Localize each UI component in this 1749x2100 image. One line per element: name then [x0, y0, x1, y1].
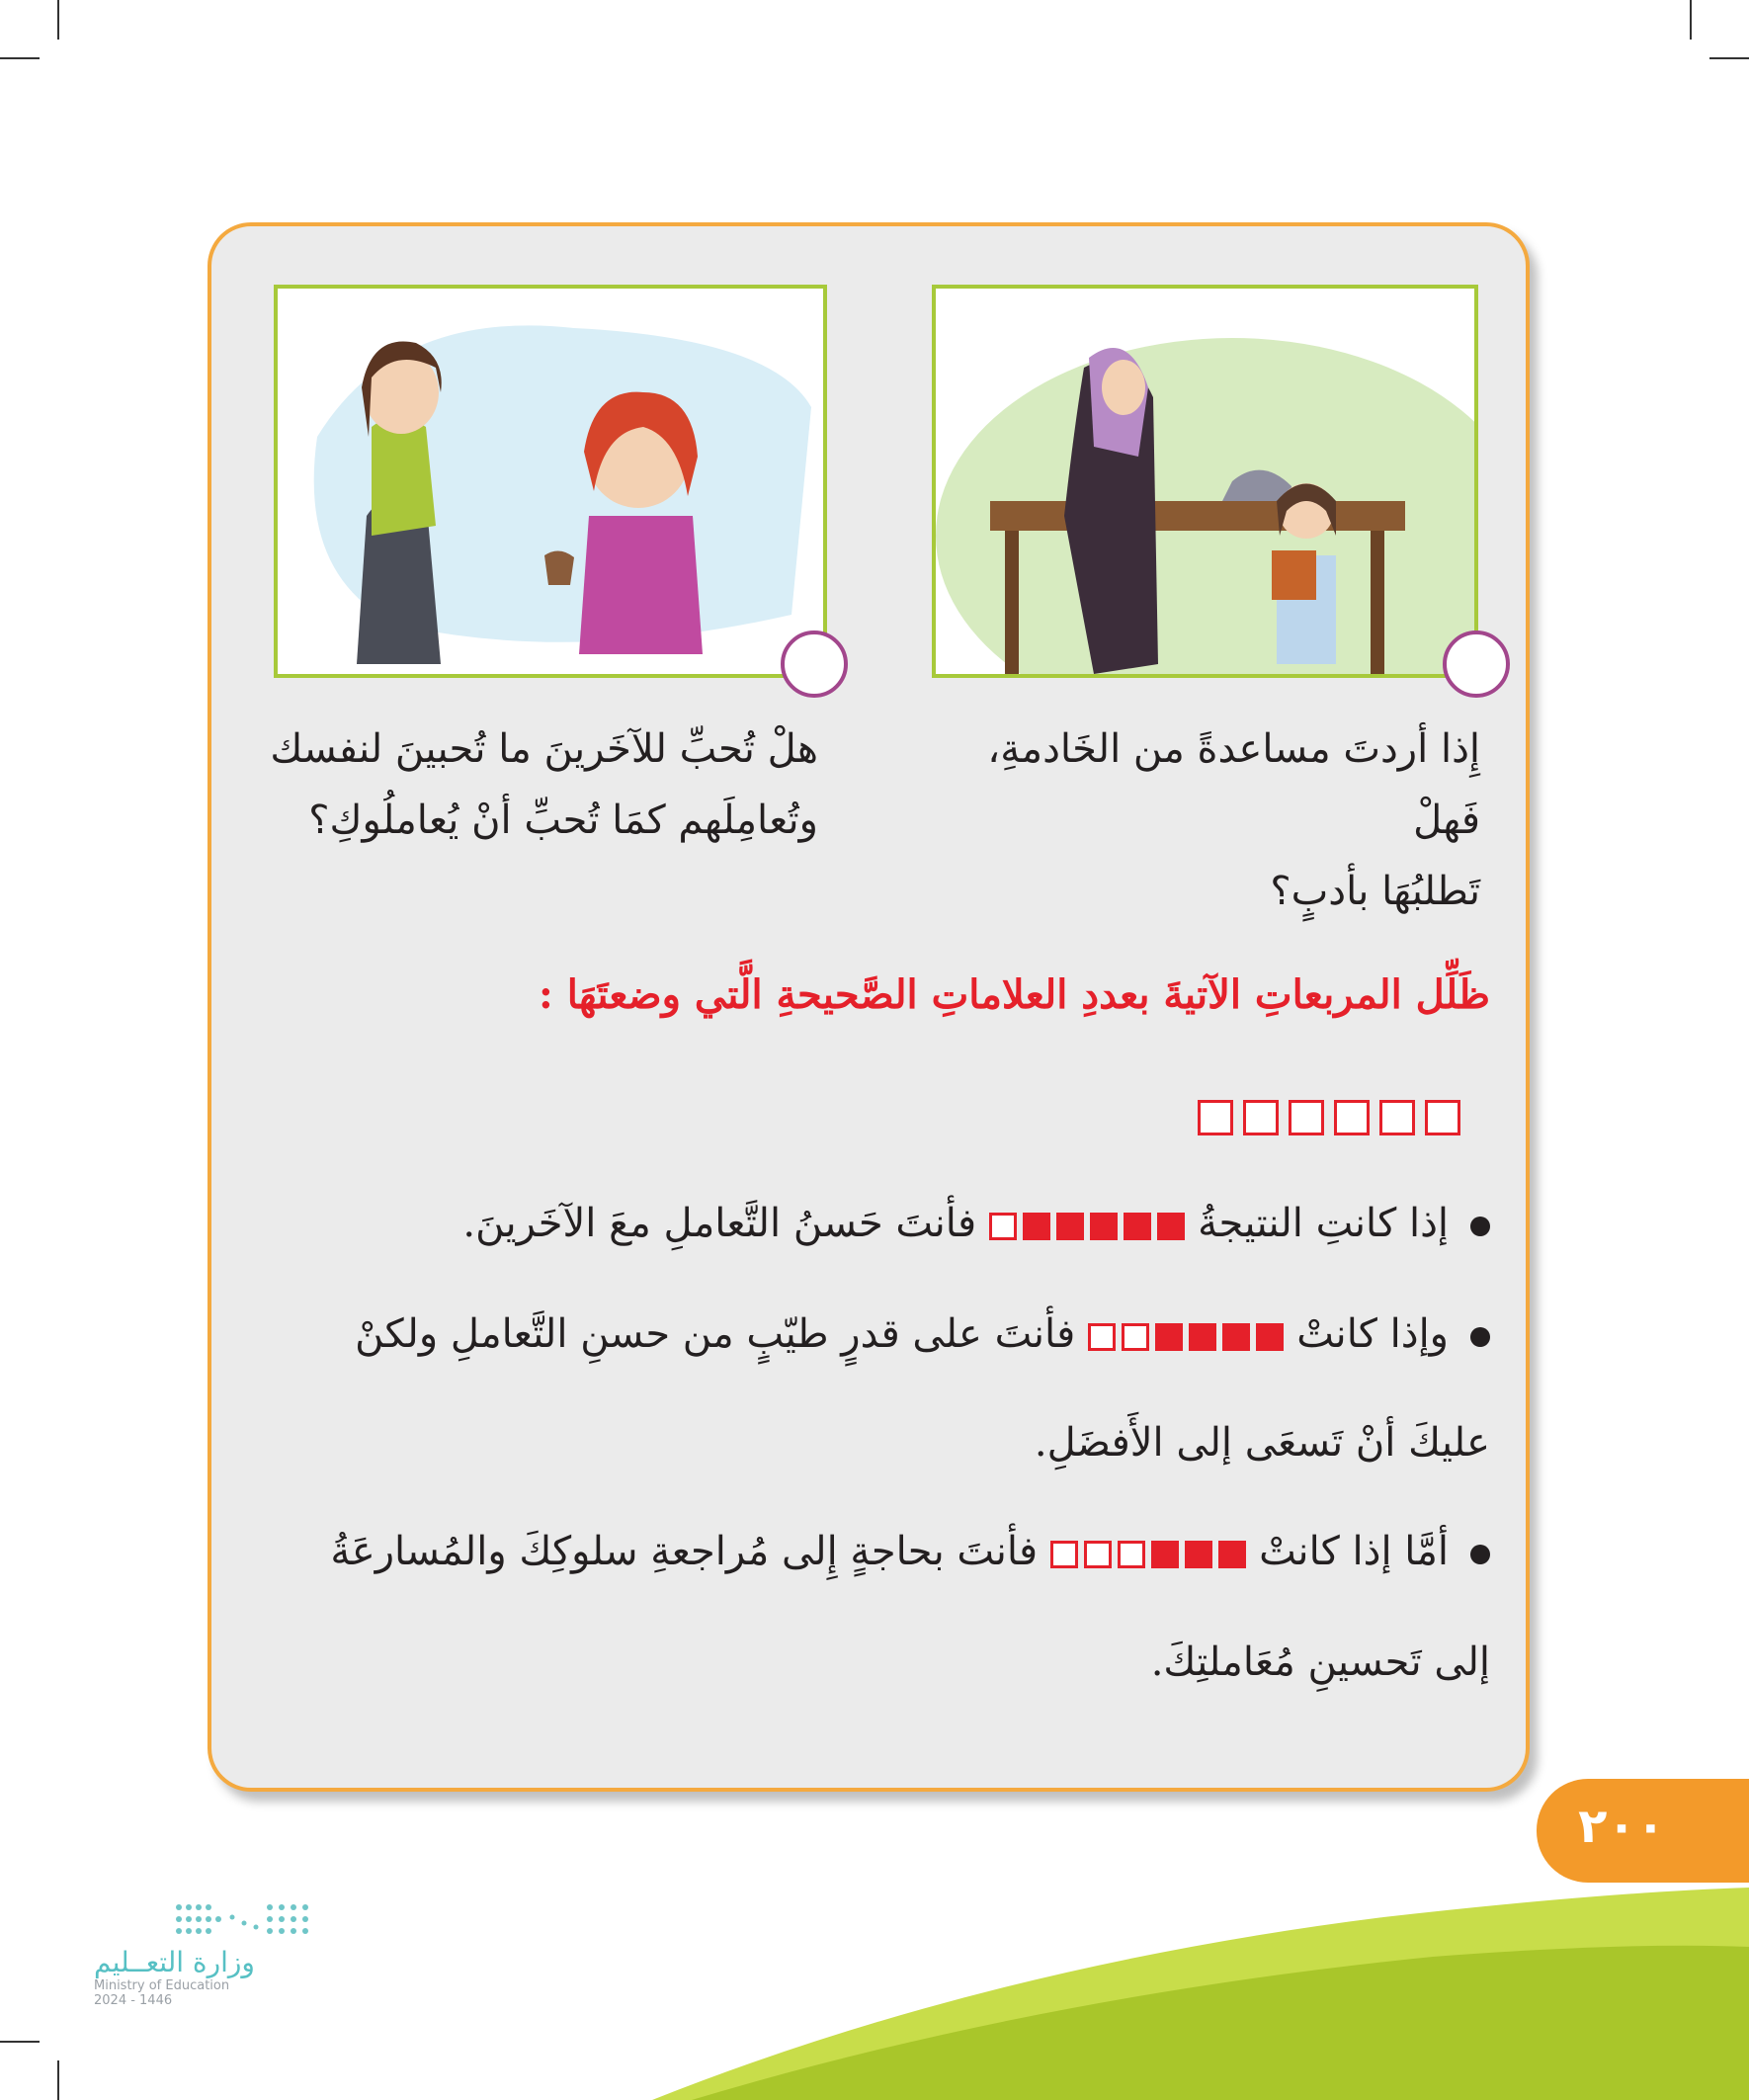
result-line-3-continued: إلى تَحسينِ مُعَاملتِكَ. [1150, 1639, 1490, 1685]
caption-helper-scene [927, 714, 1480, 927]
result-prefix: وإذا كانتْ [1296, 1311, 1449, 1357]
shaded-score-box [1222, 1323, 1250, 1351]
result-score-boxes [1085, 1323, 1287, 1351]
shaded-score-box [1157, 1213, 1185, 1240]
bullet-icon [1470, 1545, 1490, 1564]
shaded-score-box [1218, 1541, 1246, 1568]
shaded-score-box [1023, 1213, 1050, 1240]
tally-box[interactable] [1243, 1100, 1279, 1135]
shaded-score-box [1151, 1541, 1179, 1568]
tally-box[interactable] [1334, 1100, 1370, 1135]
result-text: فأنتَ بحاجةٍ إِلى مُراجعةِ سلوكِكَ والمُسارعَةُ [330, 1529, 1039, 1574]
shaded-score-box [1056, 1213, 1084, 1240]
scene-helper-image [932, 285, 1478, 678]
crop-mark [57, 0, 59, 40]
empty-score-box [989, 1213, 1017, 1240]
page-number-tab [1537, 1779, 1749, 1883]
scene-sharing-image [274, 285, 827, 678]
logo-arabic: وزارة التعــليم [94, 1946, 255, 1978]
result-line-1 [245, 1194, 1490, 1253]
result-score-boxes [1047, 1541, 1249, 1568]
tally-box[interactable] [1425, 1100, 1460, 1135]
shaded-score-box [1124, 1213, 1151, 1240]
caption-line: وتُعامِلَهم كمَا تُحبِّ أنْ يُعاملُوكِ؟ [308, 798, 818, 843]
bullet-icon [1470, 1217, 1490, 1236]
result-text: فأنتَ على قدرٍ طيّبٍ من حسنِ التَّعاملِ ولكنْ [355, 1311, 1076, 1357]
result-line-2-continued: عليكَ أنْ تَسعَى إلى الأَفضَلِ. [1034, 1420, 1490, 1466]
logo-dots-icon [171, 1897, 319, 1942]
result-score-boxes [986, 1213, 1188, 1240]
tally-box[interactable] [1379, 1100, 1415, 1135]
answer-circle-left[interactable] [1443, 630, 1510, 698]
result-line-3 [245, 1522, 1490, 1581]
empty-score-box [1118, 1541, 1145, 1568]
logo-year: 2024 - 1446 [94, 1993, 173, 2008]
shaded-score-box [1090, 1213, 1118, 1240]
tally-boxes [1198, 1100, 1460, 1135]
result-prefix: إذا كانتِ النتيجةُ [1198, 1201, 1449, 1246]
empty-score-box [1050, 1541, 1078, 1568]
bullet-icon [1470, 1327, 1490, 1347]
empty-score-box [1084, 1541, 1112, 1568]
ministry-logo [94, 1897, 331, 2008]
shaded-score-box [1189, 1323, 1216, 1351]
result-prefix: أمَّا إذا كانتْ [1259, 1529, 1449, 1574]
answer-circle-right[interactable] [781, 630, 848, 698]
shaded-score-box [1155, 1323, 1183, 1351]
caption-line: تَطلبُهَا بأدبٍ؟ [1270, 869, 1480, 914]
caption-line: هلْ تُحبِّ للآخَرينَ ما تُحبينَ لنفسك [270, 726, 818, 772]
result-line-2 [245, 1304, 1490, 1364]
empty-score-box [1122, 1323, 1149, 1351]
tally-box[interactable] [1198, 1100, 1233, 1135]
crop-mark [1690, 0, 1692, 40]
result-text: فأنتَ حَسنُ التَّعاملِ معَ الآخَرينَ. [462, 1201, 977, 1246]
logo-english: Ministry of Education [94, 1978, 230, 1993]
shaded-score-box [1185, 1541, 1212, 1568]
empty-score-box [1088, 1323, 1116, 1351]
caption-sharing-scene [265, 714, 818, 856]
tally-box[interactable] [1289, 1100, 1324, 1135]
crop-mark [1709, 57, 1749, 59]
shaded-score-box [1256, 1323, 1284, 1351]
page-number: ٢٠٠ [1578, 1799, 1665, 1854]
crop-mark [0, 57, 40, 59]
caption-line: إِذا أردتَ مساعدةً من الخَادمةِ، فَهلْ [987, 726, 1480, 843]
instruction-heading: ظَلِّل المربعاتِ الآتيةَ بعددِ العلاماتِ الصَّحيحةِ الَّتي وضعتَهَا : [539, 971, 1490, 1018]
